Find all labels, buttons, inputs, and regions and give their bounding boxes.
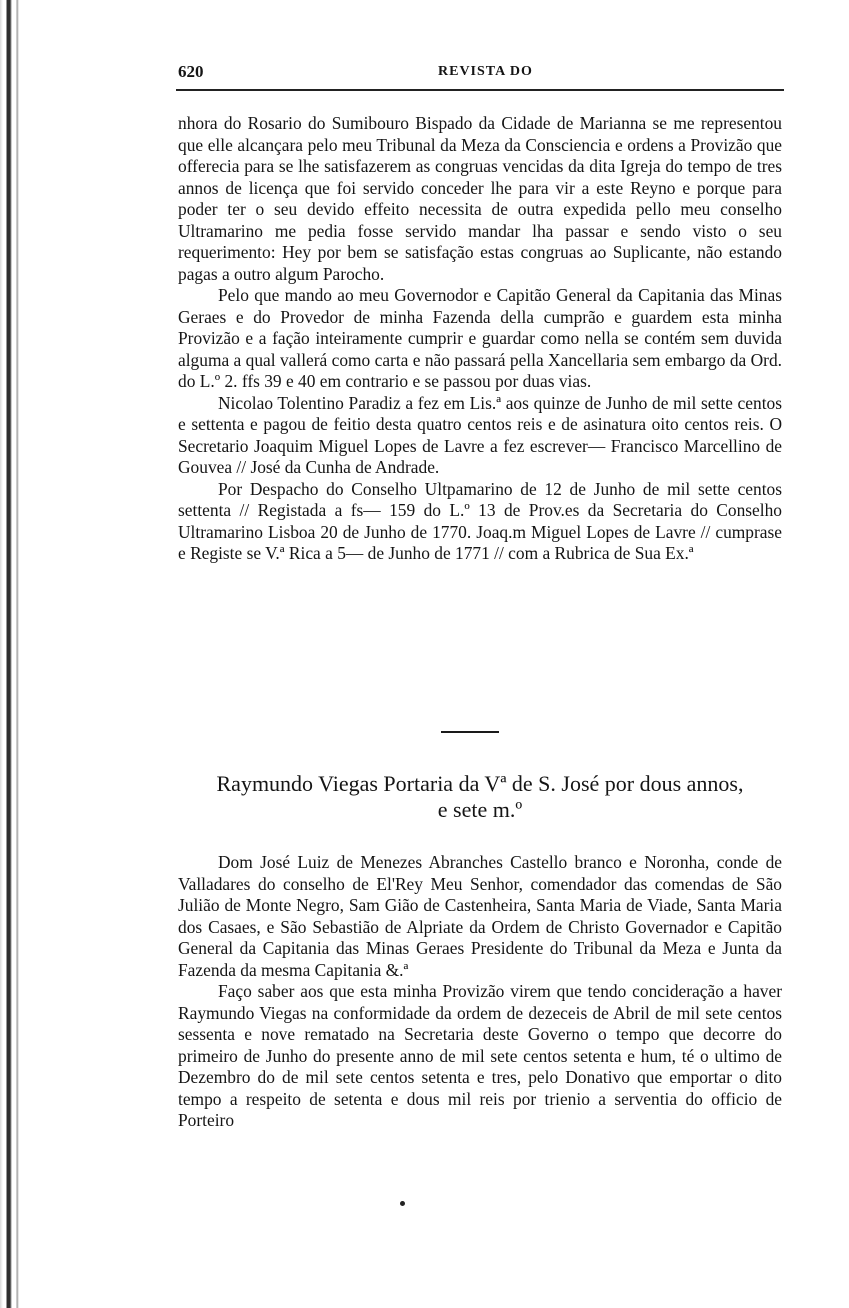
paragraph: Nicolao Tolentino Paradiz a fez em Lis.ª aos quinze de Junho de mil sette centos e settenta e pagou de feitio desta quatro centos reis e de asinatura oito centos reis. O Secretario Joaquim Miguel Lopes de Lavre a fez escrever— Francisco Marcellino de Gouvea // José da Cunha de Andrade.: [178, 392, 782, 477]
paragraph: Faço saber aos que esta minha Provizão virem que tendo concideração a haver Raymundo Viegas na conformidade da ordem de dezeceis de Abril de mil sete centos sessenta e nove rematado na Secretaria deste Governo o tempo que decorre do primeiro de Junho do presente anno de mil sete centos setenta e hum, té o ultimo de Dezembro do de mil sete centos setenta e tres, pelo Donativo que emportar o dito tempo a respeito de setenta e dous mil reis por trienio a serventia do officio de Porteiro: [178, 981, 782, 1130]
book-binding-edge: [0, 0, 24, 1308]
header-rule: [176, 89, 784, 91]
section-title-line-2: e sete m.º: [437, 797, 523, 822]
document-body-continuation: [178, 113, 782, 565]
paragraph: Dom José Luiz de Menezes Abranches Castello branco e Noronha, conde de Valladares do conselho de El'Rey Meu Senhor, comendador das comendas de São Julião de Monte Negro, Sam Gião de Castenheira, Santa Maria de Viade, Santa Maria dos Casaes, e São Sebastião de Alpriate da Ordem de Christo Governador e Capitão General da Capitania das Minas Geraes Presidente do Tribunal da Meza e Junta da Fazenda da mesma Capitania &.ª: [178, 852, 782, 980]
running-title: REVISTA DO: [438, 64, 533, 79]
paragraph: Por Despacho do Conselho Ultpamarino de 12 de Junho de mil sette centos settenta // Registada a fs— 159 do L.º 13 de Prov.es da Secretaria do Conselho Ultramarino Lisboa 20 de Junho de 1770. Joaq.m Miguel Lopes de Lavre // cumprase e Registe se V.ª Rica a 5— de Junho de 1771 // com a Rubrica de Sua Ex.ª: [178, 478, 782, 563]
ink-speck: [400, 1201, 405, 1206]
section-title: [178, 771, 782, 823]
document-body-portaria: [178, 852, 782, 1132]
paragraph: Pelo que mando ao meu Governodor e Capitão General da Capitania das Minas Geraes e do Provedor de minha Fazenda della cumprão e guardem esta minha Provizão e a fação inteiramente cumprir e guardar como nella se contém sem duvida alguma a qual vallerá como carta e não passará pella Xancellaria sem embargo da Ord. do L.º 2. ffs 39 e 40 em contrario e se passou por duas vias.: [178, 285, 782, 391]
page-number: 620: [178, 62, 204, 81]
page-header: [178, 62, 782, 88]
paragraph: nhora do Rosario do Sumibouro Bispado da Cidade de Marianna se me representou que elle alcançara pelo meu Tribunal da Meza da Consciencia e ordens a Provizão que offerecia para se lhe satisfazerem as congruas vencidas da dita Igreja do tempo de tres annos de licença que foi servido conceder lhe para vir a este Reyno e porque para poder ter o seu devido effeito necessita de outra expedida pello meu conselho Ultramarino me pedia fosse servido mandar lha passar e sendo visto o seu requerimento: Hey por bem se satisfação estas congruas ao Suplicante, não estando pagas a outro algum Parocho.: [178, 113, 782, 284]
section-divider: [441, 731, 499, 733]
section-title-line-1: Raymundo Viegas Portaria da Vª de S. José por dous annos,: [216, 771, 744, 796]
